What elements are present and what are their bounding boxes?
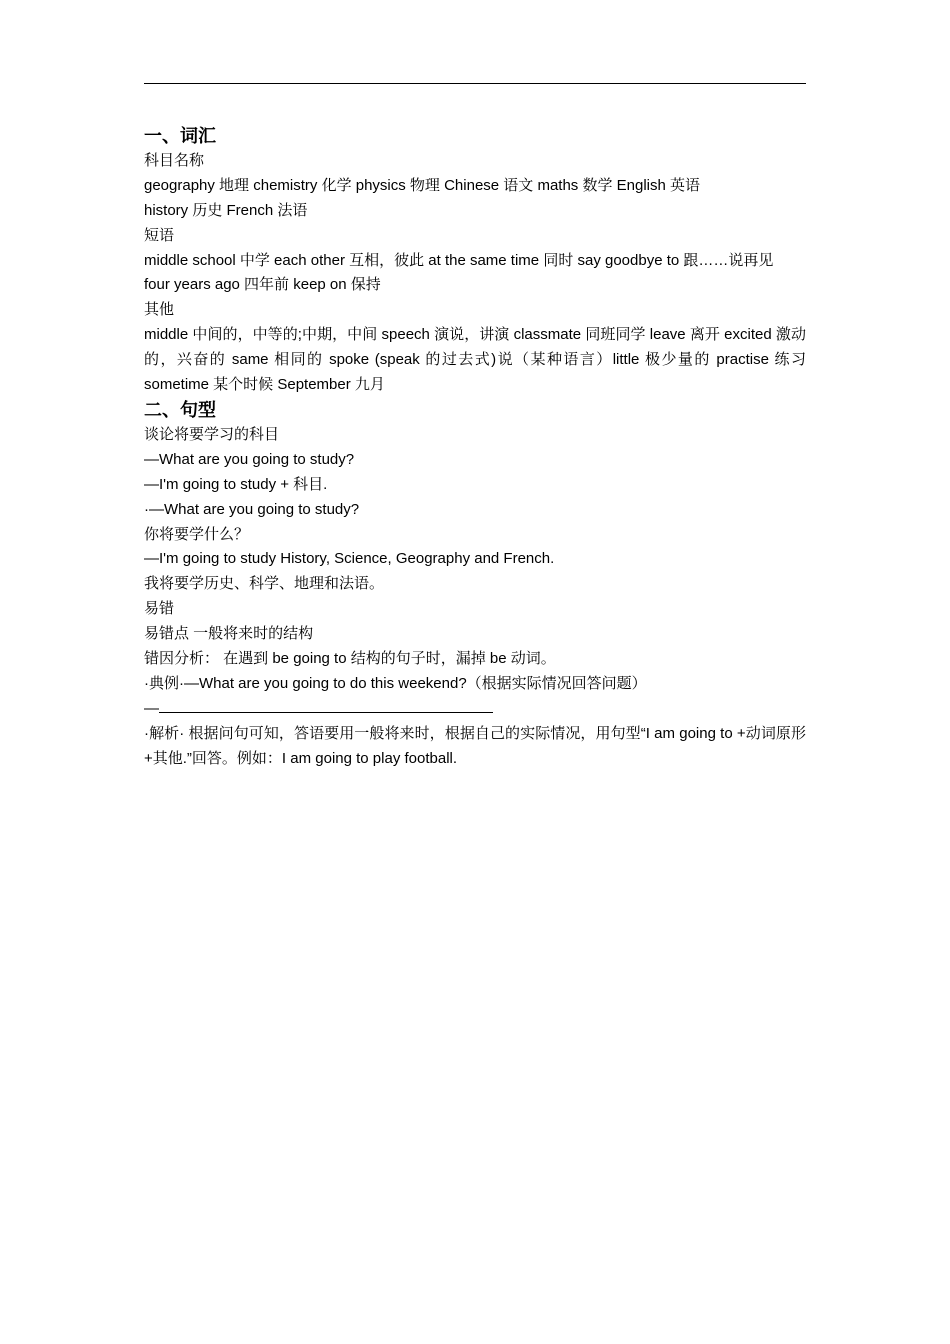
phrases-line-1: middle school 中学 each other 互相，彼此 at the same time 同时 say goodbye to 跟……说再见 (144, 251, 774, 269)
section-title-vocabulary: 一、词汇 (144, 126, 216, 146)
example-answer-translation: 我将要学历史、科学、地理和法语。 (144, 575, 385, 593)
pattern-question: —What are you going to study? (144, 450, 355, 468)
phrases-line-2: four years ago 四年前 keep on 保持 (144, 276, 381, 294)
typical-example: ·典例·—What are you going to do this weekend?（根据实际情况回答问题） (144, 674, 647, 692)
example-answer: —I'm going to study History, Science, Geography and French. (144, 550, 555, 568)
error-reason: 错因分析： 在遇到 be going to 结构的句子时，漏掉 be 动词。 (144, 650, 556, 668)
answer-blank-line (144, 697, 806, 722)
pattern-answer: —I'm going to study + 科目. (144, 475, 328, 493)
section-title-patterns: 二、句型 (144, 399, 216, 420)
header-rule (144, 83, 806, 84)
subjects-line-1: geography 地理 chemistry 化学 physics 物理 Chinese 语文 maths 数学 English 英语 (144, 176, 701, 194)
example-question-translation: 你将要学什么？ (144, 525, 250, 543)
answer-dash: — (144, 699, 159, 717)
subheading-talk-subjects: 谈论将要学习的科目 (144, 425, 280, 443)
analysis-paragraph: ·解析· 根据问句可知，答语要用一般将来时，根据自己的实际情况，用句型“I am going to +动词原形+其他.”回答。例如：I am going to play football. (144, 724, 806, 767)
subjects-line-2: history 历史 French 法语 (144, 201, 308, 219)
subheading-others: 其他 (144, 301, 175, 319)
subheading-phrases: 短语 (144, 226, 175, 244)
document-body (144, 124, 806, 772)
answer-blank[interactable] (159, 700, 493, 713)
example-question: ·—What are you going to study? (144, 500, 360, 518)
subheading-subjects: 科目名称 (144, 151, 205, 169)
error-point: 易错点 一般将来时的结构 (144, 625, 314, 643)
others-paragraph: middle 中间的，中等的;中期，中间 speech 演说，讲演 classmate 同班同学 leave 离开 excited 激动的，兴奋的 same 相同的 spoke (speak 的过去式)说（某种语言）little 极少量的 practise 练习 sometime 某个时候 September 九月 (144, 326, 806, 394)
subheading-common-errors: 易错 (144, 600, 175, 618)
